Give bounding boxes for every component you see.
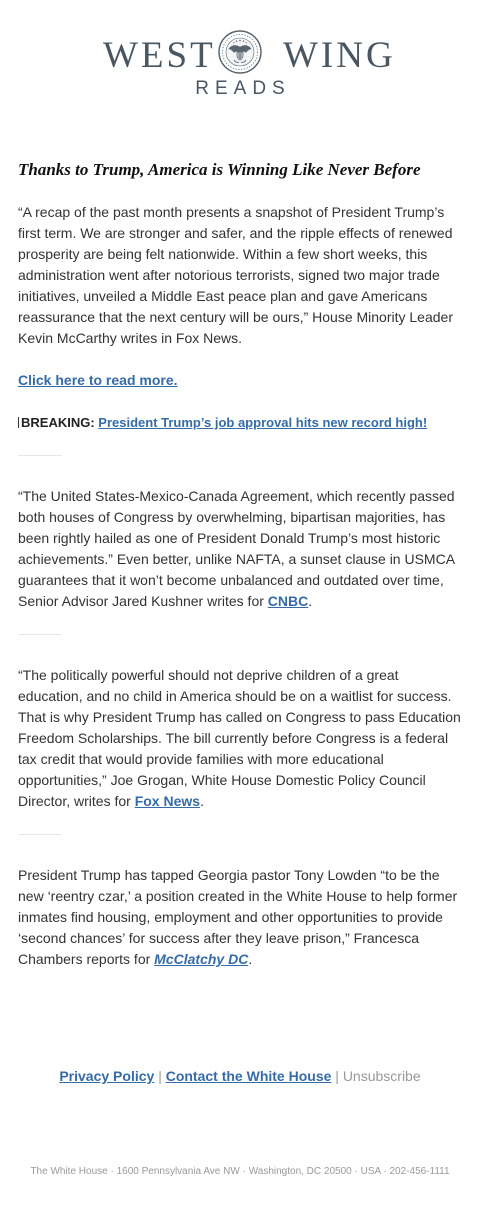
newsletter-content [18, 158, 464, 970]
article-text: “The United States-Mexico-Canada Agreement, which recently passed both houses of Congress by overwhelming, bipartisan majorities, has been rightly hailed as one of President Donald Trump’s most historic achievements.” Even better, unlike NAFTA, a sunset clause in USMCA guarantees that it won’t become unbalanced and outdated over time, Senior Advisor Jared Kushner writes for [18, 488, 455, 609]
breaking-line [18, 412, 464, 433]
article-section [18, 865, 464, 970]
read-more-line [18, 370, 464, 391]
article-body [18, 665, 464, 812]
section-divider [18, 634, 62, 635]
article-headline: Thanks to Trump, America is Winning Like Never Before [18, 160, 421, 179]
masthead-logo [0, 28, 480, 108]
article-body [18, 865, 464, 970]
article-body [18, 486, 464, 612]
footer-separator: | [335, 1068, 339, 1084]
section-divider [18, 834, 62, 835]
source-link-mcclatchy[interactable]: McClatchy DC [154, 951, 249, 967]
presidential-seal-icon [218, 30, 262, 74]
footer-separator: | [158, 1068, 162, 1084]
article-text: “The politically powerful should not deprive children of a great education, and no child in America should be on a waitlist for success. That is why President Trump has called on Congress to pass Education Freedom Scholarships. The bill currently before Congress is a federal tax credit that would provide families with more educational opportunities,” Joe Grogan, White House Domestic Policy Council Director, writes for [18, 667, 461, 809]
logo-west-text: WEST [103, 35, 216, 76]
article-end: . [200, 793, 204, 809]
breaking-label: BREAKING: [21, 415, 95, 430]
article-end: . [248, 951, 253, 967]
unsubscribe-link[interactable]: Unsubscribe [342, 1068, 421, 1084]
privacy-policy-link[interactable]: Privacy Policy [59, 1068, 155, 1084]
article-text: President Trump has tapped Georgia pastor Tony Lowden “to be the new ‘reentry czar,’ a position created in the White House to help former inmates find housing, employment and other opportunities to provide ‘second chances’ for success after they leave prison,” Francesca Chambers reports for [18, 867, 458, 967]
section-divider [18, 455, 62, 456]
contact-white-house-link[interactable]: Contact the White House [165, 1068, 332, 1084]
breaking-news-link[interactable]: President Trump’s job approval hits new record high! [98, 415, 428, 430]
article-end: . [308, 593, 313, 609]
article-section [18, 665, 464, 812]
logo-wing-text: WING [283, 35, 396, 76]
read-more-link[interactable]: Click here to read more. [18, 372, 178, 388]
logo-reads-text: READS [195, 78, 291, 99]
source-link-fox-news[interactable]: Fox News [134, 793, 201, 809]
footer-address: The White House · 1600 Pennsylvania Ave NW · Washington, DC 20500 · USA · 202-456-1111 [30, 1166, 450, 1177]
article-body: “A recap of the past month presents a snapshot of President Trump’s first term. We are stronger and safer, and the ripple effects of renewed prosperity are being felt nationwide. Within a few short weeks, this administration went after notorious terrorists, signed two major trade initiatives, unveiled a Middle East peace plan and gave Americans reassurance that the next century will be ours,” House Minority Leader Kevin McCarthy writes in Fox News. [18, 204, 453, 346]
article-section [18, 486, 464, 612]
footer-links [0, 1064, 480, 1088]
breaking-marker-icon [18, 417, 20, 428]
source-link-cnbc[interactable]: CNBC [267, 593, 309, 609]
article-section [18, 158, 464, 433]
